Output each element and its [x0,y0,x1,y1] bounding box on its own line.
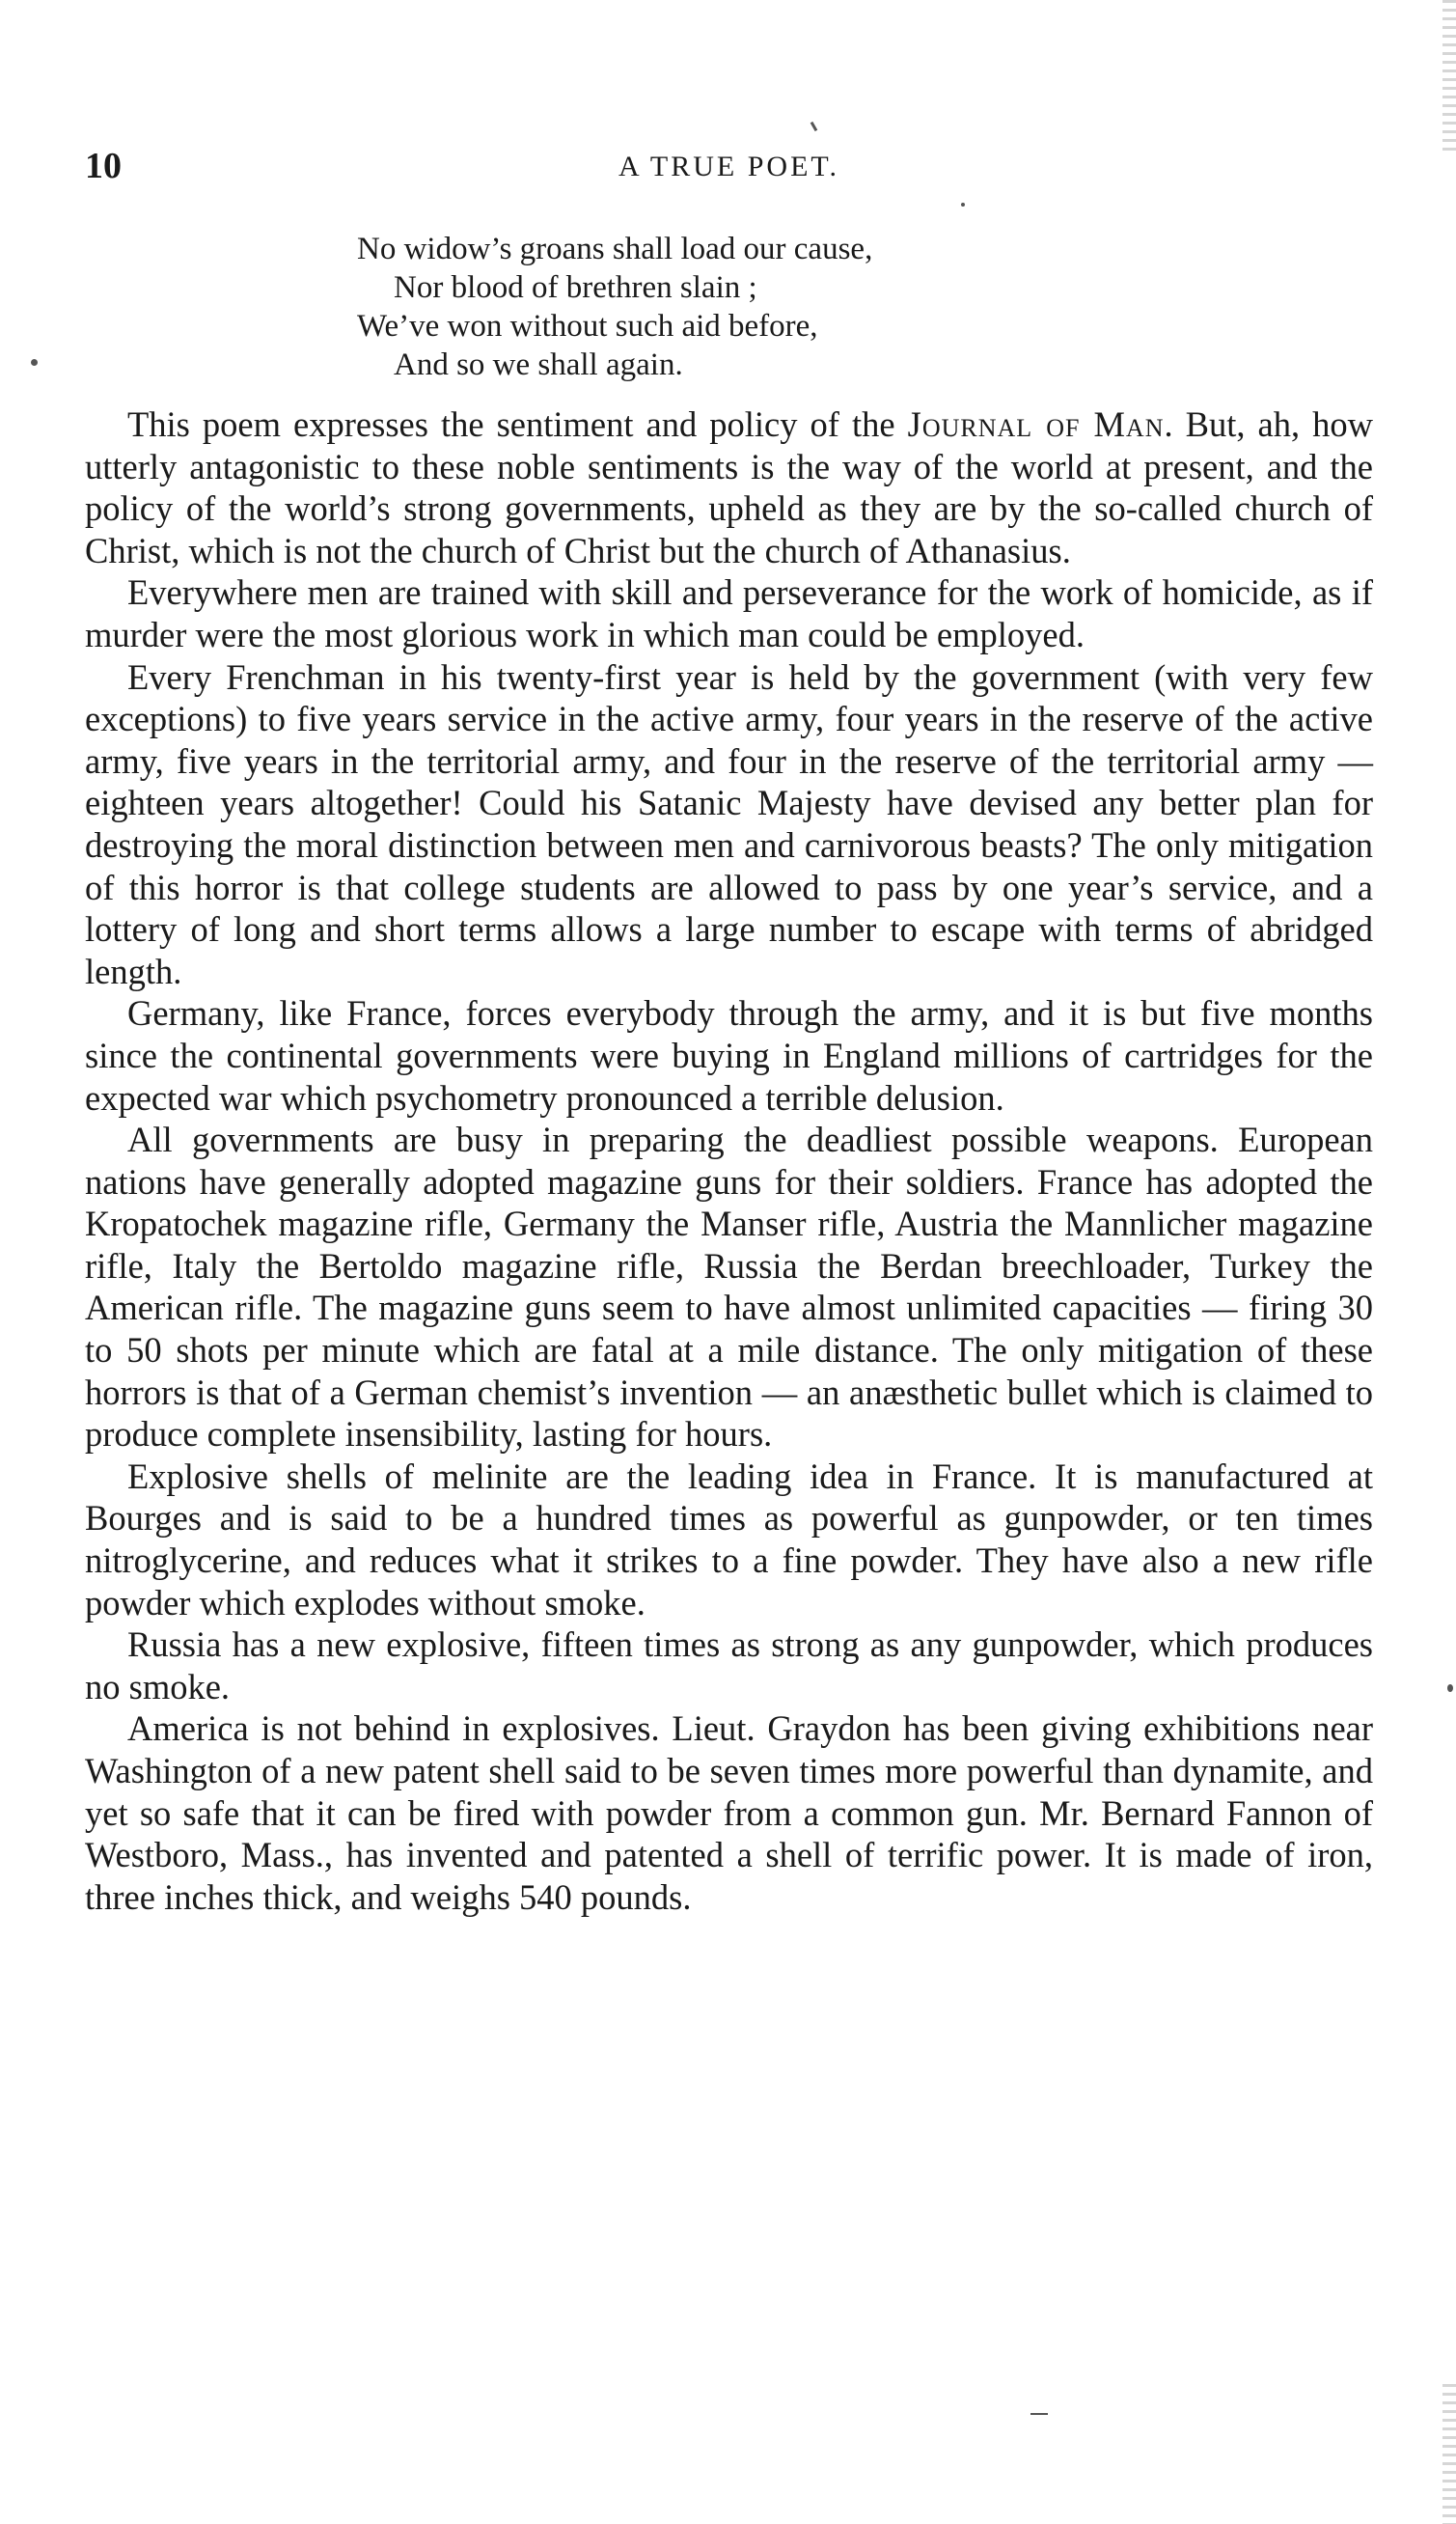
page-header [85,145,1373,193]
scan-speck [810,122,818,131]
journal-title: Journal of Man [907,404,1165,444]
verse-line: Nor blood of brethren slain ; [394,270,757,305]
scan-speck [1030,2413,1048,2415]
paragraph-text: This poem expresses the sentiment and policy of the [127,404,908,444]
running-title: A TRUE POET. [618,151,840,182]
paragraph-melinite: Explosive shells of melinite are the leading idea in France. It is manufactured at Bourges and is said to be a hundred times as powerful as gunpowder, or ten times nitroglycerine, and reduces what it strikes to a fine powder. They have also a new rifle powder which explodes without smoke. [85,1456,1373,1623]
scan-speck [961,203,965,207]
paragraph-russia: Russia has a new explosive, fifteen times as strong as any gunpowder, which produces no smoke. [85,1624,1373,1706]
paragraph-weapons: All governments are busy in preparing the deadliest possible weapons. European nations have generally adopted magazine guns for their soldiers. France has adopted the Kropatochek magazine rifle, Germany the Manser rifle, Austria the Mannlicher magazine rifle, Italy the Bertoldo magazine rifle, Russia the Berdan breechloader, Turkey the American rifle. The magazine guns seem to have almost unlimited capacities — firing 30 to 50 shots per minute which are fatal at a mile distance. The only mitigation of these horrors is that of a German chemist’s invention — an anæsthetic bullet which is claimed to produce complete insensibility, lasting for hours. [85,1120,1373,1455]
verse-line: We’ve won without such aid before, [357,309,818,344]
paragraph-poem-sentiment [85,403,1373,571]
paragraph-france-army: Every Frenchman in his twenty-first year is held by the government (with very few exceptions) to five years service in the active army, four years in the reserve of the active army, five years in the territorial army, and four in the reserve of the territorial army — eighteen years altogether! Could his Satanic Majesty have devised any better plan for destroying the moral distinction between men and carnivorous beasts? The only mitigation of this horror is that college students are allowed to pass by one year’s service, and a lottery of long and short terms allows a large number to escape with terms of abridged length. [85,656,1373,991]
scan-speck [31,359,38,366]
paragraph-text: . But, ah, how utterly antagonistic to these noble sentiments is the way of the world at present, and the policy of the world’s strong governments, upheld as they are by the so-called church of Christ, which is not the church of Christ but the church of Athanasius. [85,404,1374,570]
paragraph-america: America is not behind in explosives. Lieut. Graydon has been giving exhibitions near Washington of a new patent shell said to be seven times more powerful than dynamite, and yet so safe that it can be fired with powder from a common gun. Mr. Bernard Fannon of Westboro, Mass., has invented and patented a shell of terrific power. It is made of iron, three inches thick, and weighs 540 pounds. [85,1708,1373,1917]
verse-line: And so we shall again. [394,347,683,382]
poem-verse [357,230,1129,384]
page-number: 10 [85,146,122,186]
scan-edge [1442,2384,1456,2524]
paragraph-homicide: Everywhere men are trained with skill and perseverance for the work of homicide, as if murder were the most glorious work in which man could be employed. [85,572,1373,654]
body-text [85,403,1373,1918]
scan-speck [1447,1684,1453,1692]
verse-line: No widow’s groans shall load our cause, [357,232,873,266]
scan-edge [1442,0,1456,154]
paragraph-germany: Germany, like France, forces everybody through the army, and it is but five months since the continental governments were buying in England millions of cartridges for the expected war which psychometry pronounced a terrible delusion. [85,993,1373,1118]
